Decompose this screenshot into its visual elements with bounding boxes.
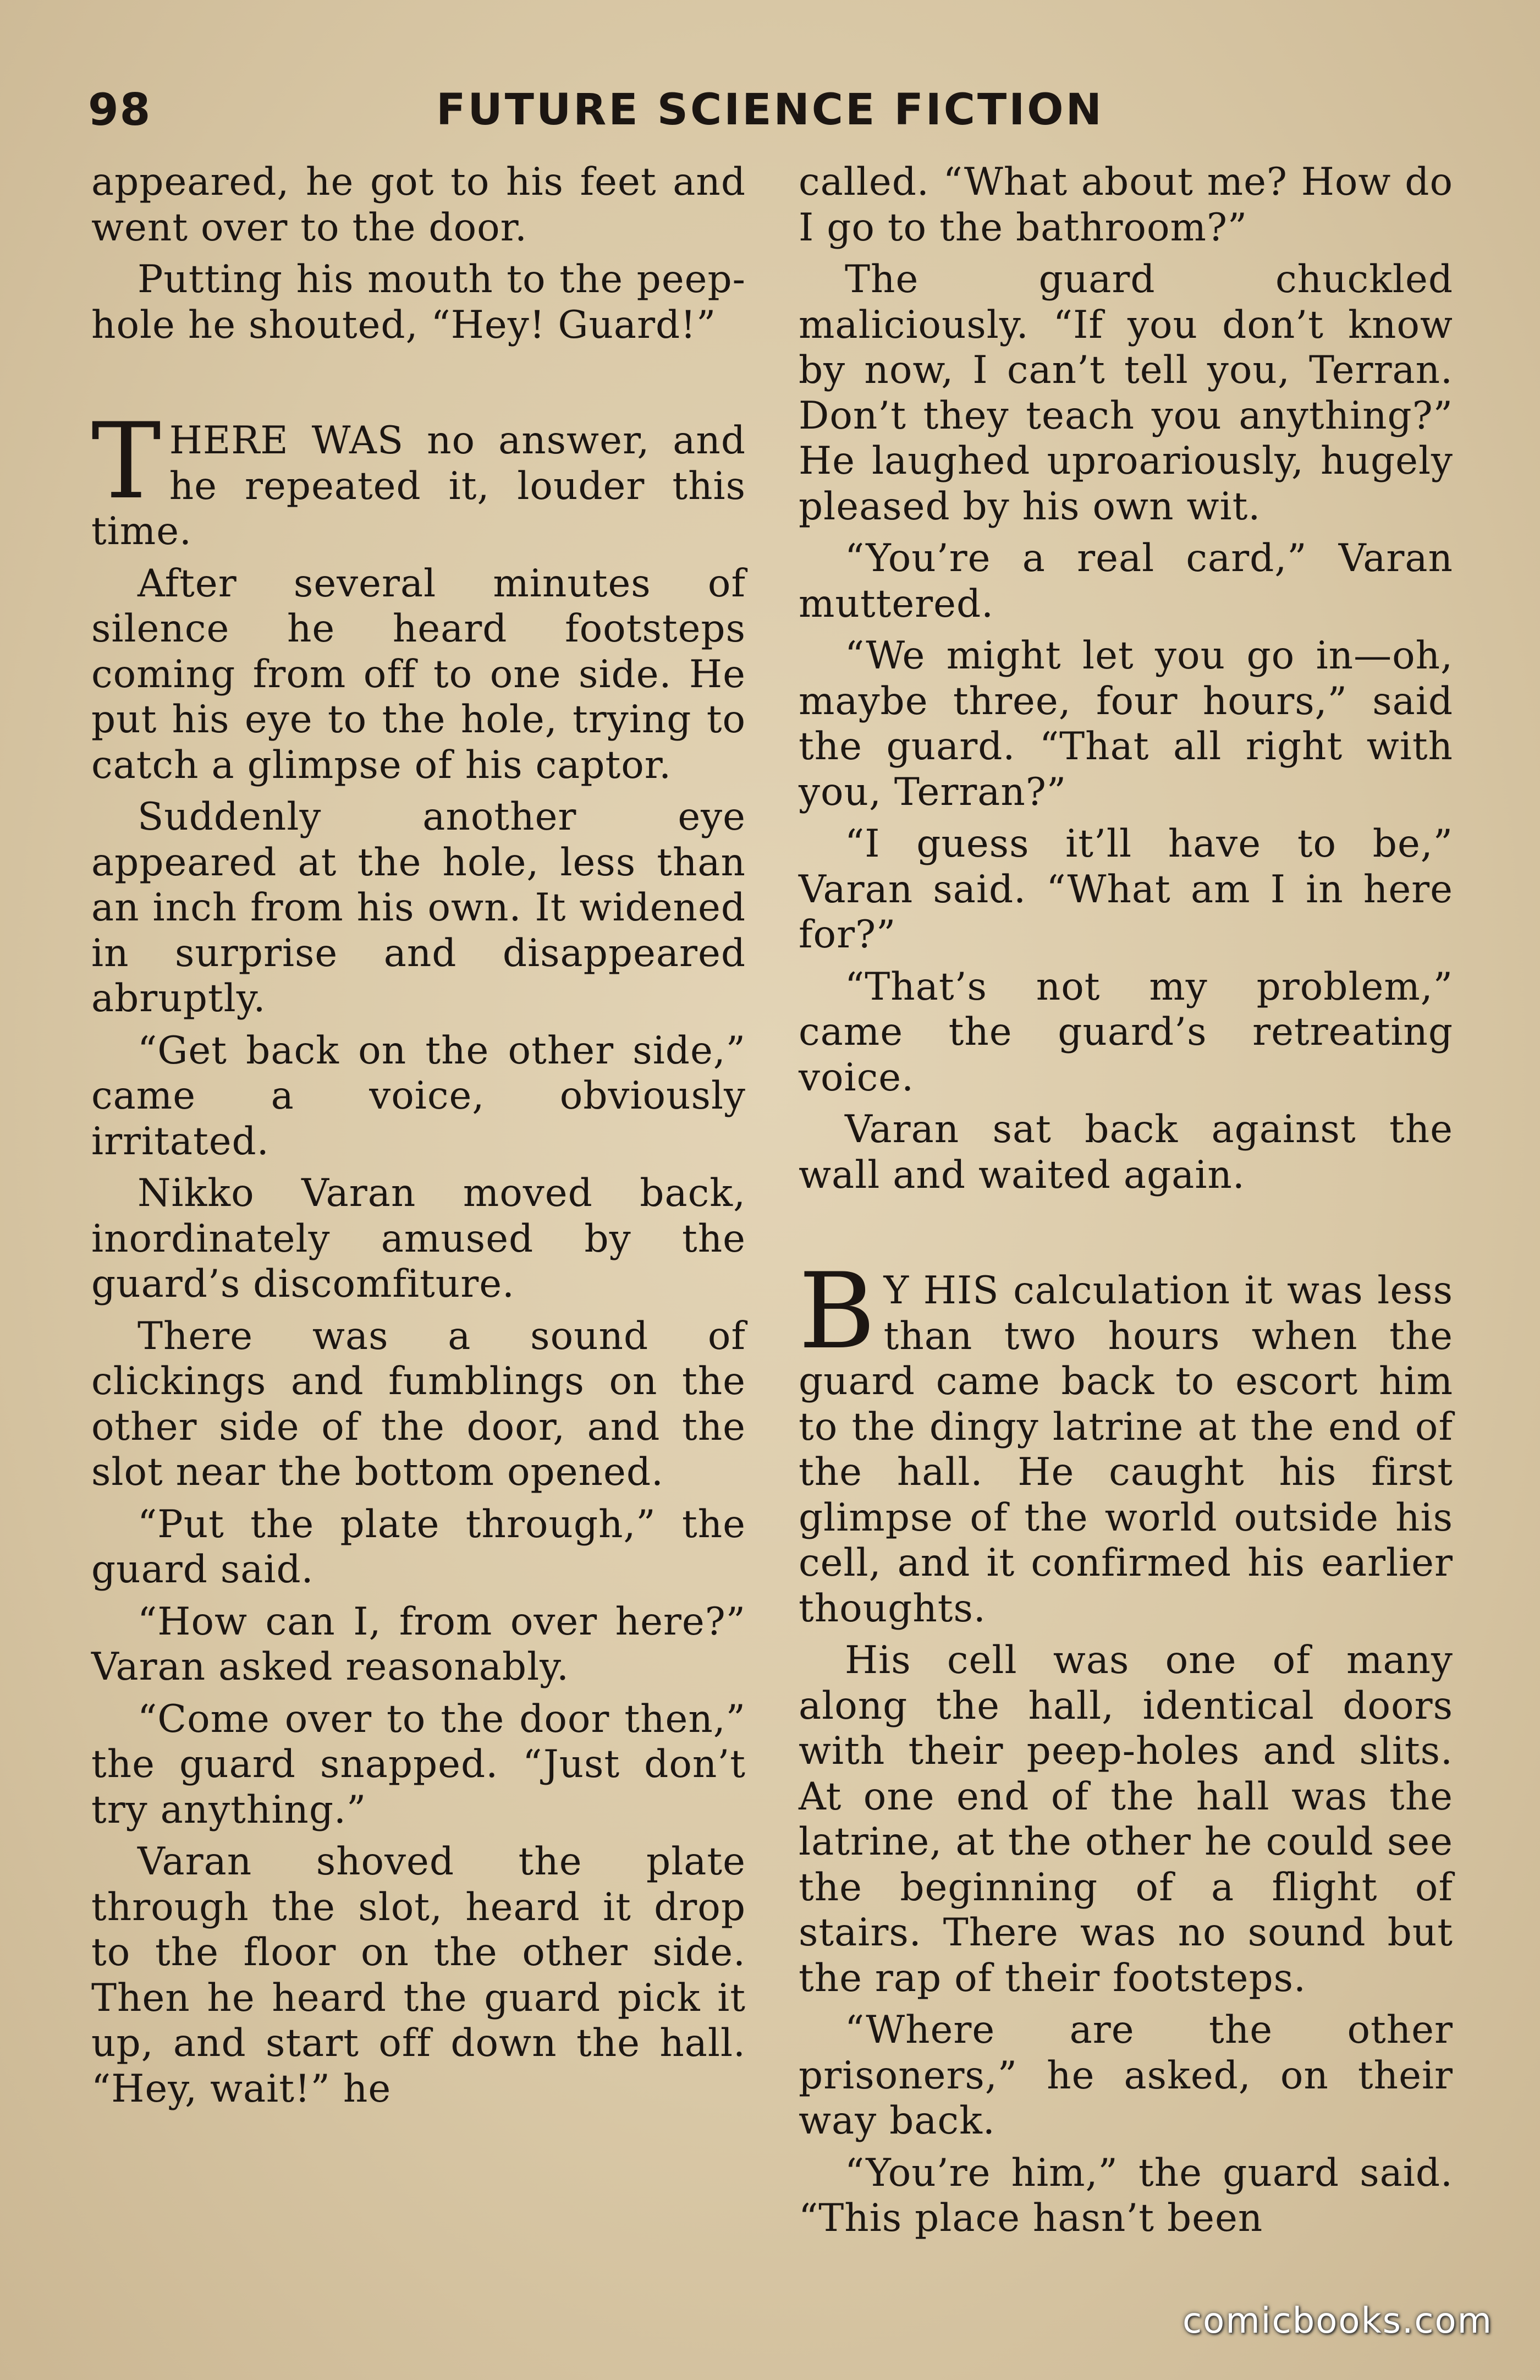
paragraph: “Come over to the door then,” the guard snapped. “Just don’t try anything.” — [91, 1697, 746, 1832]
paragraph: “Put the plate through,” the guard said. — [91, 1502, 746, 1592]
paragraph: “How can I, from over here?” Varan asked reasonably. — [91, 1599, 746, 1689]
running-head-title: FUTURE SCIENCE FICTION — [436, 85, 1104, 135]
paragraph: His cell was one of many along the hall, identical doors with their peep-holes and slits. At one end of the hall was the latrine, at the other he could see the beginning of a flight of stairs. There was no sound but the rap of their footsteps. — [799, 1638, 1453, 2000]
section-opening-paragraph: THERE WAS no answer, and he repeated it, louder this time. — [91, 401, 746, 553]
section-opening-paragraph: BY HIS calculation it was less than two hours when the guard came back to escort him to the dingy latrine at the end of the hall. He caught his first glimpse of the world outside his cell, and it confirmed his earlier thoughts. — [799, 1251, 1453, 1631]
paragraph: “Get back on the other side,” came a voice, obviously irritated. — [91, 1028, 746, 1164]
paragraph: called. “What about me? How do I go to the bathroom?” — [799, 160, 1453, 250]
paragraph: “That’s not my problem,” came the guard’s retreating voice. — [799, 964, 1453, 1100]
paragraph: “We might let you go in—oh, maybe three, four hours,” said the guard. “That all right with you, Terran?” — [799, 634, 1453, 814]
paragraph: After several minutes of silence he heard footsteps coming from off to one side. He put his eye to the hole, trying to catch a glimpse of his captor. — [91, 561, 746, 787]
paragraph: There was a sound of clickings and fumblings on the other side of the door, and the slot near the bottom opened. — [91, 1314, 746, 1494]
paragraph: Suddenly another eye appeared at the hole, less than an inch from his own. It widened in surprise and disappeared abruptly. — [91, 795, 746, 1021]
paragraph: “I guess it’ll have to be,” Varan said. “What am I in here for?” — [799, 822, 1453, 957]
page-header — [88, 77, 1452, 143]
paragraph: Putting his mouth to the peep-hole he shouted, “Hey! Guard!” — [91, 257, 746, 347]
paragraph: “You’re a real card,” Varan muttered. — [799, 536, 1453, 626]
paragraph: “You’re him,” the guard said. “This place hasn’t been — [799, 2151, 1453, 2240]
page-number: 98 — [88, 84, 152, 135]
paragraph: “Where are the other prisoners,” he asked, on their way back. — [799, 2008, 1453, 2143]
paragraph: appeared, he got to his feet and went over to the door. — [91, 160, 746, 250]
paragraph: Varan sat back against the wall and waited again. — [799, 1107, 1453, 1197]
paragraph: Nikko Varan moved back, inordinately amused by the guard’s discomfiture. — [91, 1171, 746, 1306]
paragraph: Varan shoved the plate through the slot, heard it drop to the floor on the other side. Then he heard the guard pick it up, and start off down the hall. “Hey, wait!” he — [91, 1840, 746, 2111]
site-watermark: comicbooks.com — [1182, 2301, 1493, 2341]
right-text-column — [799, 160, 1453, 2248]
left-text-column — [91, 160, 746, 2118]
paragraph: The guard chuckled maliciously. “If you don’t know by now, I can’t tell you, Terran. Don’t they teach you anything?” He laughed uproariously, hugely pleased by his own wit. — [799, 257, 1453, 529]
